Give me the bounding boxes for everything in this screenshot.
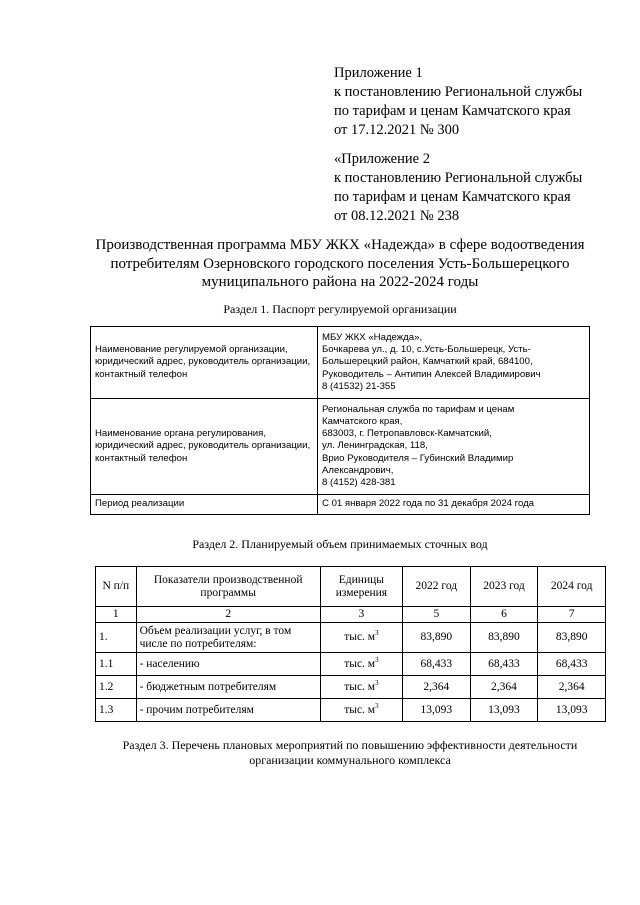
appendix-1-line: от 17.12.2021 № 300 — [334, 122, 460, 138]
value-2022: 83,890 — [403, 623, 471, 653]
appendix-1-line: Приложение 1 — [334, 65, 423, 81]
document-title: Производственная программа МБУ ЖКХ «Надежда» в сфере водоотведения потребителям Озерновского городского поселения Усть-Большерецкого муниципального района на 2022-2024 годы — [95, 237, 585, 290]
section-3-heading: Раздел 3. Перечень плановых мероприятий по повышению эффективности деятельности организации коммунального комплекса — [122, 738, 578, 767]
value-2022: 68,433 — [403, 653, 471, 676]
row-unit — [320, 623, 402, 653]
value-2022: 2,364 — [403, 676, 471, 699]
row-number: 1.2 — [96, 676, 137, 699]
passport-value-line: 8 (41532) 21-355 — [322, 380, 396, 392]
passport-value — [318, 399, 590, 495]
row-number: 1. — [96, 623, 137, 653]
row-indicator: Объем реализации услуг, в том числе по потребителям: — [136, 623, 320, 653]
table-row — [96, 699, 606, 722]
passport-value: С 01 января 2022 года по 31 декабря 2024 года — [318, 495, 590, 515]
unit-superscript: 3 — [375, 701, 379, 710]
volume-table — [95, 566, 606, 722]
passport-label: Период реализации — [91, 495, 318, 515]
unit-text: тыс. м — [344, 703, 376, 716]
value-2023: 83,890 — [470, 623, 538, 653]
table-row — [91, 495, 590, 515]
value-2022: 13,093 — [403, 699, 471, 722]
index-cell: 2 — [136, 607, 320, 623]
table-row — [91, 399, 590, 495]
passport-value-line: Бочкарева ул., д. 10, с.Усть-Большерецк, Усть- — [322, 344, 531, 356]
value-2023: 68,433 — [470, 653, 538, 676]
index-cell: 7 — [538, 607, 606, 623]
appendix-2-line: от 08.12.2021 № 238 — [334, 208, 460, 224]
passport-value-line: Большерецкий район, Камчаткий край, 684100, — [322, 356, 533, 368]
section-1-heading: Раздел 1. Паспорт регулируемой организации — [223, 302, 457, 316]
header-2023: 2023 год — [470, 567, 538, 607]
value-2023: 2,364 — [470, 676, 538, 699]
row-number: 1.3 — [96, 699, 137, 722]
unit-superscript: 3 — [375, 655, 379, 664]
passport-value-line: Врио Руководителя – Губинский Владимир — [322, 452, 514, 464]
table-row — [96, 653, 606, 676]
appendix-2-block — [334, 150, 582, 226]
row-unit — [320, 676, 402, 699]
row-unit — [320, 699, 402, 722]
index-cell: 1 — [96, 607, 137, 623]
unit-superscript: 3 — [375, 678, 379, 687]
appendix-2-line: «Приложение 2 — [334, 151, 430, 167]
appendix-2-line: к постановлению Региональной службы — [334, 170, 583, 186]
value-2024: 68,433 — [538, 653, 606, 676]
appendix-2-line: по тарифам и ценам Камчатского края — [334, 189, 571, 205]
unit-text: тыс. м — [344, 657, 376, 670]
index-cell: 3 — [320, 607, 402, 623]
passport-label: Наименование регулируемой организации, юридический адрес, руководитель организации, контактный телефон — [91, 327, 318, 399]
table-row — [91, 327, 590, 399]
passport-value-line: 8 (4152) 428-381 — [322, 477, 396, 488]
passport-value-line: Камчатского края, — [322, 415, 403, 427]
header-n: N п/п — [96, 567, 137, 607]
header-unit: Единицы измерения — [320, 567, 402, 607]
passport-value-line: ул. Ленинградская, 118, — [322, 440, 428, 452]
table-row — [96, 623, 606, 653]
passport-value-line: 683003, г. Петропавловск-Камчатский, — [322, 428, 492, 440]
passport-value-line: Региональная служба по тарифам и ценам — [322, 403, 515, 415]
index-cell: 6 — [470, 607, 538, 623]
row-indicator: - бюджетным потребителям — [136, 676, 320, 699]
appendix-1-line: к постановлению Региональной службы — [334, 84, 583, 100]
row-indicator: - прочим потребителям — [136, 699, 320, 722]
header-indicator: Показатели производственной программы — [136, 567, 320, 607]
value-2024: 2,364 — [538, 676, 606, 699]
header-2022: 2022 год — [403, 567, 471, 607]
passport-value-line: МБУ ЖКХ «Надежда», — [322, 331, 423, 343]
value-2024: 13,093 — [538, 699, 606, 722]
table-header-row — [96, 567, 606, 607]
passport-value — [318, 327, 590, 399]
appendix-1-block — [334, 64, 582, 140]
index-cell: 5 — [403, 607, 471, 623]
row-indicator: - населению — [136, 653, 320, 676]
appendix-1-line: по тарифам и ценам Камчатского края — [334, 103, 571, 119]
passport-label: Наименование органа регулирования, юридический адрес, руководитель организации, контактный телефон — [91, 399, 318, 495]
row-unit — [320, 653, 402, 676]
table-index-row — [96, 607, 606, 623]
table-row — [96, 676, 606, 699]
value-2024: 83,890 — [538, 623, 606, 653]
passport-table — [90, 326, 590, 515]
unit-text: тыс. м — [344, 631, 376, 643]
unit-text: тыс. м — [344, 680, 376, 693]
passport-value-line: Александрович, — [322, 464, 394, 476]
section-2-heading: Раздел 2. Планируемый объем принимаемых сточных вод — [192, 537, 488, 551]
unit-superscript: 3 — [375, 629, 379, 638]
header-2024: 2024 год — [538, 567, 606, 607]
row-number: 1.1 — [96, 653, 137, 676]
value-2023: 13,093 — [470, 699, 538, 722]
passport-value-line: Руководитель – Антипин Алексей Владимирович — [322, 368, 541, 380]
